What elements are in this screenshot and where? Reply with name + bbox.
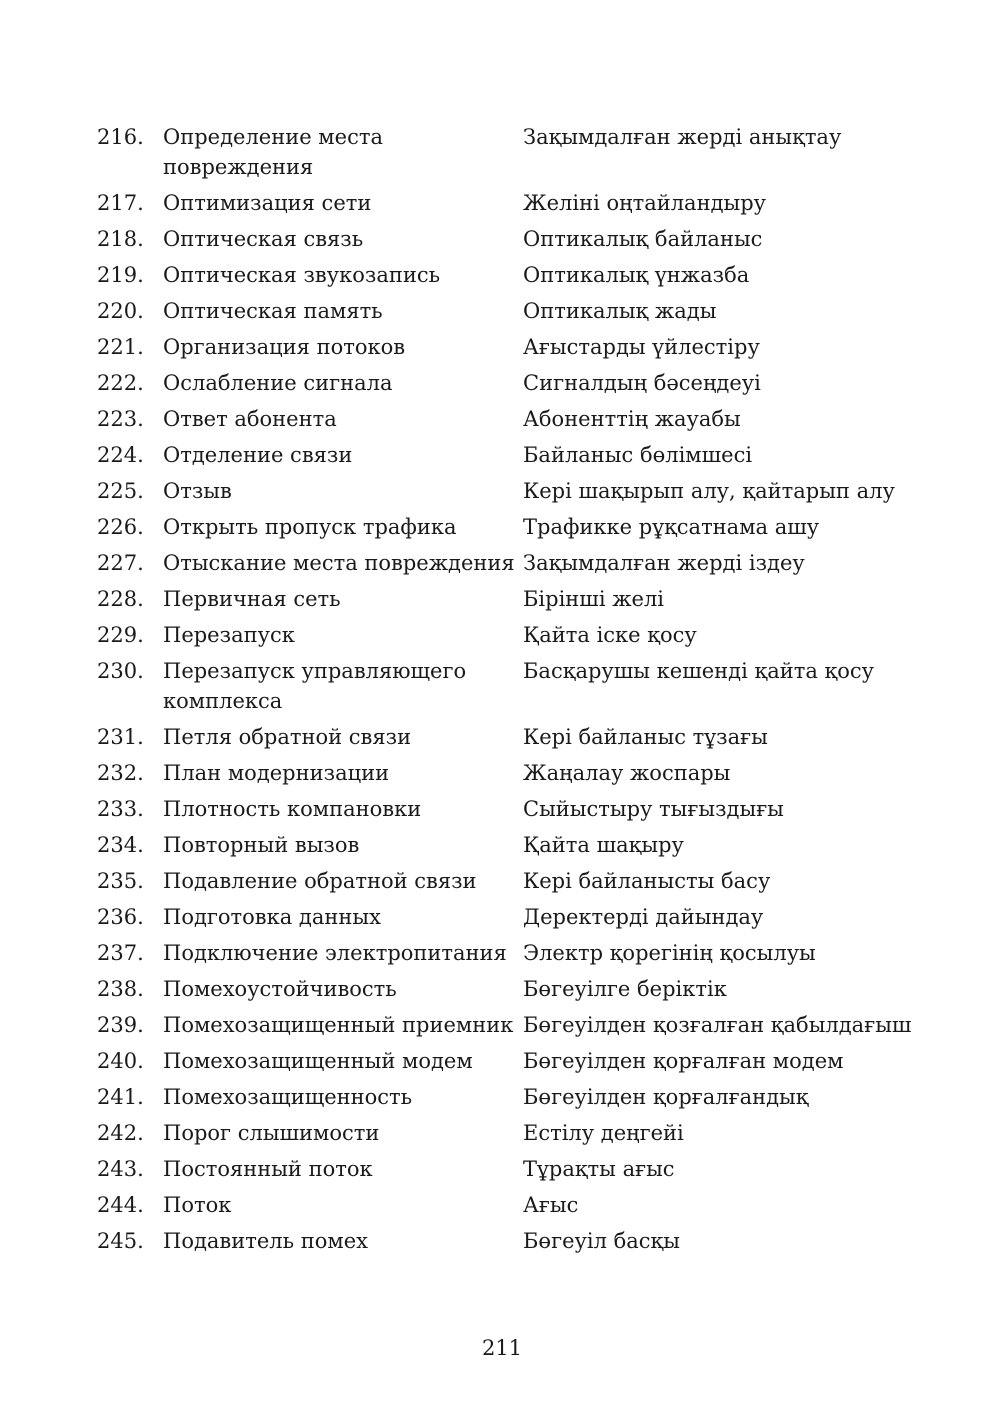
entry-kazakh-term: Кері байланысты басу [523, 869, 771, 893]
entry-russian-term: Первичная сеть [163, 587, 341, 611]
entry-kazakh-term: Тұрақты ағыс [523, 1157, 675, 1181]
entry-number: 243. [97, 1157, 144, 1181]
entry-russian-term: Ответ абонента [163, 407, 337, 431]
glossary-entry [97, 722, 917, 752]
glossary-entry [97, 1010, 917, 1040]
entry-russian-term: Отыскание места повреждения [163, 551, 515, 575]
glossary-entry [97, 902, 917, 932]
entry-russian-term: Плотность компановки [163, 797, 422, 821]
entry-russian-term: Организация потоков [163, 335, 406, 359]
glossary-entry [97, 1046, 917, 1076]
entry-number: 236. [97, 905, 144, 929]
glossary-entry [97, 1118, 917, 1148]
glossary-entry [97, 584, 917, 614]
glossary-entry [97, 548, 917, 578]
glossary-entry [97, 476, 917, 506]
entry-number: 245. [97, 1229, 144, 1253]
entry-russian-term: Повторный вызов [163, 833, 360, 857]
glossary-entry [97, 224, 917, 254]
entry-kazakh-term: Электр қорегінің қосылуы [523, 941, 816, 965]
glossary-entry [97, 122, 917, 182]
entry-russian-term: План модернизации [163, 761, 390, 785]
entry-number: 224. [97, 443, 144, 467]
glossary-entry [97, 620, 917, 650]
entry-russian-term: Помехозащищенный приемник [163, 1013, 514, 1037]
entry-number: 228. [97, 587, 144, 611]
glossary-entry [97, 938, 917, 968]
entry-kazakh-term: Кері шақырып алу, қайтарып алу [523, 479, 895, 503]
entry-kazakh-term: Оптикалық үнжазба [523, 263, 750, 287]
entry-russian-term: Подавление обратной связи [163, 869, 477, 893]
entry-kazakh-term: Ағыс [523, 1193, 579, 1217]
glossary-entry [97, 440, 917, 470]
entry-number: 220. [97, 299, 144, 323]
entry-number: 225. [97, 479, 144, 503]
glossary-entry [97, 188, 917, 218]
entry-kazakh-term: Оптикалық байланыс [523, 227, 763, 251]
entry-number: 218. [97, 227, 144, 251]
entry-kazakh-term: Байланыс бөлімшесі [523, 443, 753, 467]
entry-number: 230. [97, 659, 144, 683]
entry-kazakh-term: Жаңалау жоспары [523, 761, 731, 785]
entry-number: 226. [97, 515, 144, 539]
entry-russian-term: Оптическая связь [163, 227, 364, 251]
entry-kazakh-term: Қайта шақыру [523, 833, 684, 857]
entry-number: 235. [97, 869, 144, 893]
entry-number: 238. [97, 977, 144, 1001]
entry-kazakh-term: Бөгеуілден қорғалған модем [523, 1049, 844, 1073]
glossary-entry [97, 296, 917, 326]
entry-number: 239. [97, 1013, 144, 1037]
entry-number: 234. [97, 833, 144, 857]
page-number: 211 [481, 1336, 523, 1360]
entry-number: 232. [97, 761, 144, 785]
glossary-entry [97, 1082, 917, 1112]
entry-kazakh-term: Сигналдың бәсеңдеуі [523, 371, 761, 395]
entry-kazakh-term: Сыйыстыру тығыздығы [523, 797, 784, 821]
entry-kazakh-term: Естілу деңгейі [523, 1121, 684, 1145]
entry-kazakh-term: Зақымдалған жерді анықтау [523, 125, 842, 149]
glossary-entry [97, 1190, 917, 1220]
entry-number: 223. [97, 407, 144, 431]
glossary-entry [97, 758, 917, 788]
entry-russian-term: Поток [163, 1193, 232, 1217]
entry-russian-term: Определение места повреждения [163, 125, 383, 179]
entry-russian-term: Перезапуск [163, 623, 295, 647]
glossary-entry [97, 512, 917, 542]
entry-kazakh-term: Ағыстарды үйлестіру [523, 335, 760, 359]
glossary-entry [97, 794, 917, 824]
glossary-entry [97, 656, 917, 716]
glossary-entry [97, 1154, 917, 1184]
entry-russian-term: Оптическая память [163, 299, 383, 323]
entry-number: 221. [97, 335, 144, 359]
entry-russian-term: Помехозащищенный модем [163, 1049, 473, 1073]
glossary-entry [97, 974, 917, 1004]
entry-russian-term: Подготовка данных [163, 905, 381, 929]
entry-russian-term: Помехозащищенность [163, 1085, 413, 1109]
glossary-entry [97, 866, 917, 896]
glossary-list [97, 122, 917, 1262]
entry-kazakh-term: Бөгеуілден қозғалған қабылдағыш [523, 1013, 912, 1037]
entry-kazakh-term: Басқарушы кешенді қайта қосу [523, 659, 875, 683]
entry-kazakh-term: Қайта іске қосу [523, 623, 697, 647]
entry-russian-term: Отзыв [163, 479, 232, 503]
entry-number: 237. [97, 941, 144, 965]
entry-russian-term: Постоянный поток [163, 1157, 373, 1181]
entry-number: 242. [97, 1121, 144, 1145]
entry-russian-term: Открыть пропуск трафика [163, 515, 457, 539]
entry-kazakh-term: Трафикке рұқсатнама ашу [523, 515, 820, 539]
entry-number: 233. [97, 797, 144, 821]
entry-number: 222. [97, 371, 144, 395]
entry-russian-term: Оптимизация сети [163, 191, 372, 215]
entry-russian-term: Перезапуск управляющего комплекса [163, 659, 467, 713]
entry-russian-term: Ослабление сигнала [163, 371, 393, 395]
glossary-entry [97, 260, 917, 290]
glossary-entry [97, 368, 917, 398]
entry-russian-term: Подключение электропитания [163, 941, 507, 965]
entry-kazakh-term: Абоненттің жауабы [523, 407, 741, 431]
entry-number: 231. [97, 725, 144, 749]
entry-russian-term: Помехоустойчивость [163, 977, 397, 1001]
entry-russian-term: Оптическая звукозапись [163, 263, 441, 287]
glossary-entry [97, 830, 917, 860]
entry-number: 241. [97, 1085, 144, 1109]
entry-russian-term: Порог слышимости [163, 1121, 380, 1145]
entry-kazakh-term: Желіні оңтайландыру [523, 191, 767, 215]
entry-number: 244. [97, 1193, 144, 1217]
entry-kazakh-term: Кері байланыс тұзағы [523, 725, 768, 749]
entry-kazakh-term: Бөгеуілге беріктік [523, 977, 727, 1001]
entry-russian-term: Отделение связи [163, 443, 353, 467]
entry-number: 227. [97, 551, 144, 575]
entry-number: 219. [97, 263, 144, 287]
glossary-entry [97, 404, 917, 434]
glossary-entry [97, 332, 917, 362]
entry-number: 240. [97, 1049, 144, 1073]
entry-kazakh-term: Бірінші желі [523, 587, 665, 611]
entry-kazakh-term: Оптикалық жады [523, 299, 717, 323]
entry-kazakh-term: Деректерді дайындау [523, 905, 764, 929]
glossary-entry [97, 1226, 917, 1256]
entry-number: 217. [97, 191, 144, 215]
entry-russian-term: Подавитель помех [163, 1229, 368, 1253]
entry-kazakh-term: Бөгеуілден қорғалғандық [523, 1085, 809, 1109]
entry-number: 216. [97, 125, 144, 149]
entry-kazakh-term: Зақымдалған жерді іздеу [523, 551, 805, 575]
entry-kazakh-term: Бөгеуіл басқы [523, 1229, 680, 1253]
entry-number: 229. [97, 623, 144, 647]
entry-russian-term: Петля обратной связи [163, 725, 412, 749]
